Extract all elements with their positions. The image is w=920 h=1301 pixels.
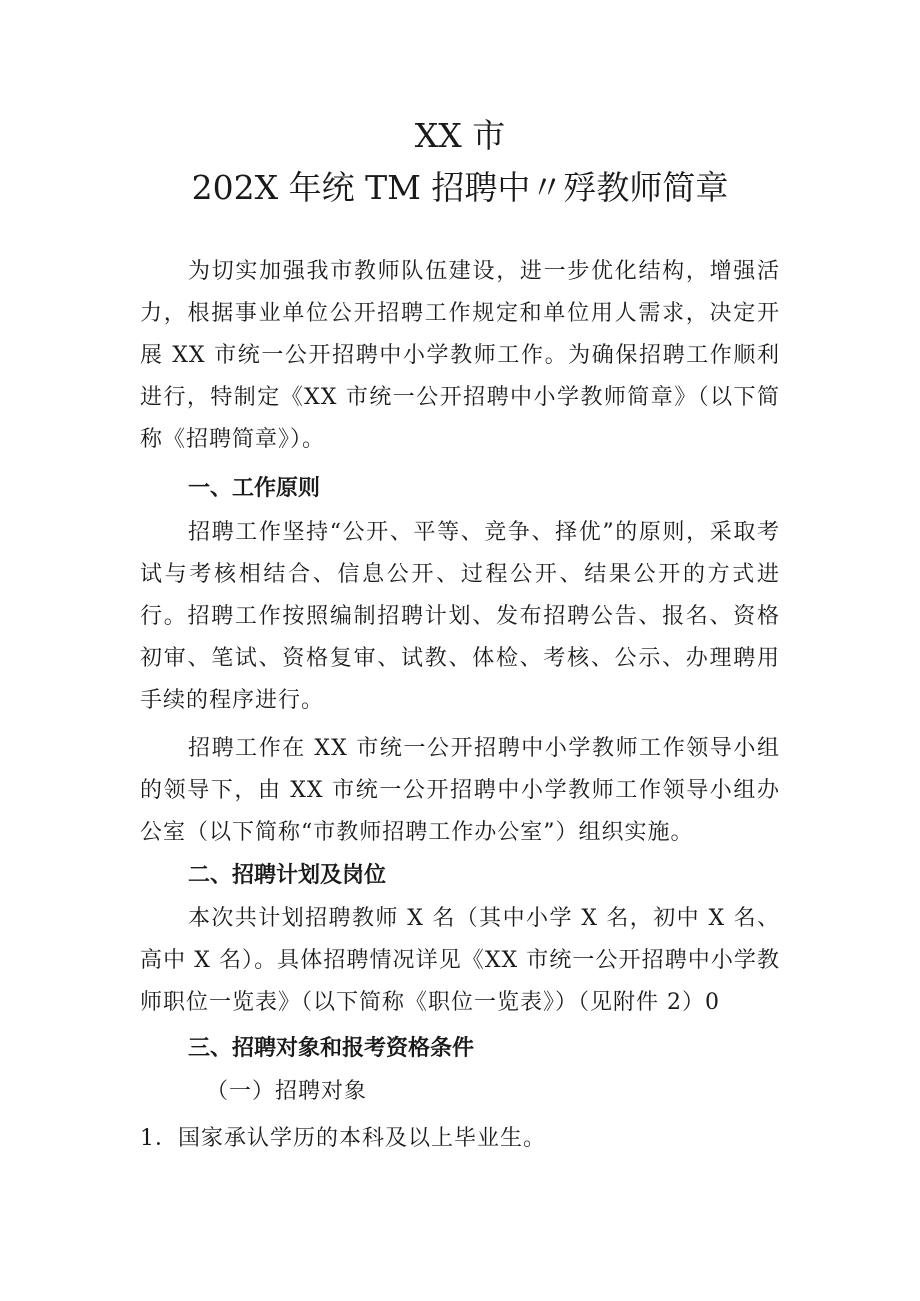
- document-title-line-1: XX 市: [414, 116, 506, 155]
- principle-paragraph: 招聘工作坚持“公开、平等、竞争、择优”的原则，采取考试与考核相结合、信息公开、过程公开、结果公开的方式进行。招聘工作按照编制招聘计划、发布招聘公告、报名、资格初审、笔试、资格复审、试教、体检、考核、公示、办理聘用手续的程序进行。: [140, 520, 780, 713]
- leadership-paragraph: 招聘工作在 XX 市统一公开招聘中小学教师工作领导小组的领导下，由 XX 市统一公开招聘中小学教师工作领导小组办公室（以下简称“市教师招聘工作办公室”）组织实施。: [140, 736, 780, 845]
- document-title-line-2: 202X 年统 TM 招聘中〃殍教师简章: [191, 168, 729, 207]
- subsection-heading-targets: （一）招聘对象: [206, 1079, 368, 1104]
- section-heading-plan: 二、招聘计划及岗位: [188, 863, 387, 888]
- section-heading-eligibility: 三、招聘对象和报考资格条件: [188, 1036, 475, 1061]
- section-heading-principle: 一、工作原则: [188, 476, 321, 501]
- intro-paragraph: 为切实加强我市教师队伍建设，进一步优化结构，增强活力，根据事业单位公开招聘工作规定和单位用人需求，决定开展 XX 市统一公开招聘中小学教师工作。为确保招聘工作顺利进行，特制定《XX 市统一公开招聘中小学教师简章》（以下简称《招聘简章》）。: [140, 259, 780, 452]
- plan-paragraph: 本次共计划招聘教师 X 名（其中小学 X 名，初中 X 名、高中 X 名）。具体招聘情况详见《XX 市统一公开招聘中小学教师职位一览表》（以下简称《职位一览表》）（见附件 2）0: [140, 906, 780, 1015]
- list-item-degree: 1．国家承认学历的本科及以上毕业生。: [140, 1126, 546, 1151]
